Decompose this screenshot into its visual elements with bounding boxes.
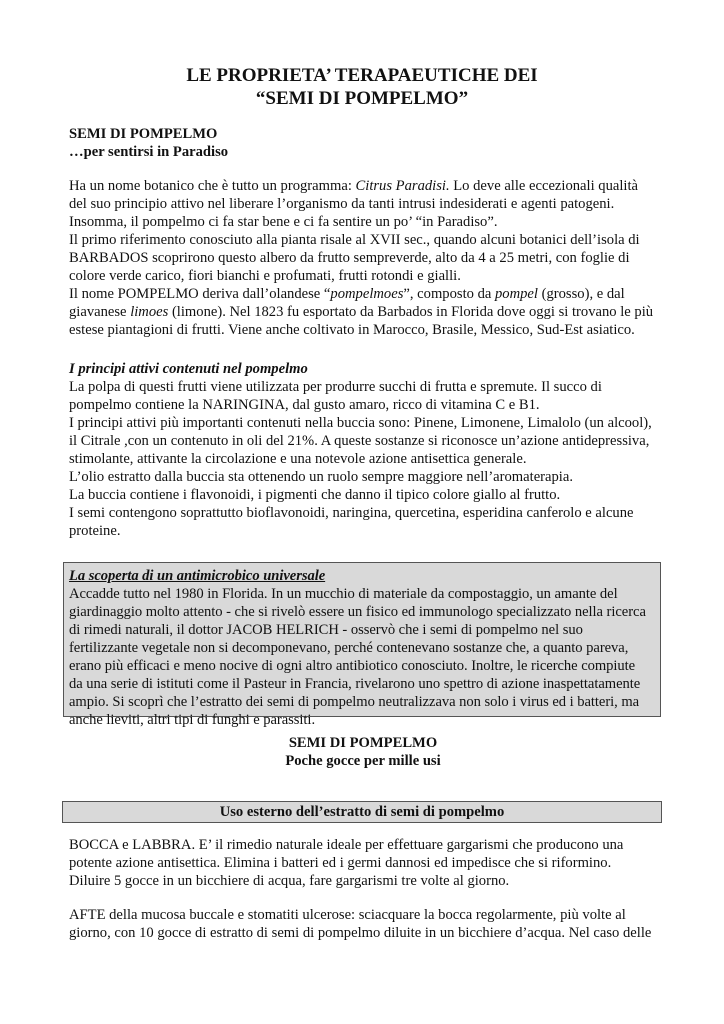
document-title xyxy=(0,64,724,110)
text-run: (grosso), e dal xyxy=(537,286,625,302)
principi-section xyxy=(69,360,657,540)
scoperta-line: giardinaggio molto attento - che si rivelò essere un fisico ed immunologo specializzato nella ricerca xyxy=(69,604,646,620)
scoperta-line: da una serie di istituti come il Pasteur in Francia, rivelarono uno spettro di azione inaspettatamente xyxy=(69,676,641,692)
text-run: ”, composto da xyxy=(403,286,495,302)
principi-line: il Citrale ,con un contenuto in oli del 21%. A queste sostanze si riconosce un’azione antidepressiva, xyxy=(69,433,650,449)
principi-line: I principi attivi più importanti contenuti nella buccia sono: Pinene, Limonene, Limalolo (un alcool), xyxy=(69,415,652,431)
principi-line: L’olio estratto dalla buccia sta ottenendo un ruolo sempre maggiore nell’aromaterapia. xyxy=(69,469,573,485)
bocca-paragraph xyxy=(69,836,657,890)
title-line-2: “SEMI DI POMPELMO” xyxy=(255,88,469,109)
intro-paragraph xyxy=(69,177,657,339)
scoperta-line: Accadde tutto nel 1980 in Florida. In un mucchio di materiale da compostaggio, un amante del xyxy=(69,586,618,602)
scoperta-line: ampio. Si scoprì che l’estratto dei semi di pompelmo neutralizzava non solo i virus ed i batteri, ma xyxy=(69,694,640,710)
scoperta-line: di rimedi naturali, il dottor JACOB HELRICH - osservò che i semi di pompelmo nel suo xyxy=(69,622,583,638)
principi-line: I semi contengono soprattutto bioflavonoidi, naringina, quercetina, esperidina canferolo e alcune xyxy=(69,505,634,521)
intro-line: BARBADOS scoprirono questo albero da frutto sempreverde, alto da 4 a 25 metri, con foglie di xyxy=(69,250,630,266)
bocca-line: potente azione antisettica. Elimina i batteri ed i germi dannosi ed impedisce che si riformino. xyxy=(69,855,612,871)
scoperta-heading: La scoperta di un antimicrobico universale xyxy=(69,568,326,584)
scoperta-line: fertilizzante vegetale non si decomponevano, perché contenevano sostanze che, a quanto pareva, xyxy=(69,640,629,656)
usi-heading-line-2: Poche gocce per mille usi xyxy=(285,753,441,769)
principi-line: La polpa di questi frutti viene utilizzata per produrre succhi di frutta e spremute. Il succo di xyxy=(69,379,602,395)
uso-esterno-heading-box xyxy=(62,801,662,823)
bocca-line: Diluire 5 gocce in un bicchiere di acqua, fare gargarismi tre volte al giorno. xyxy=(69,873,510,889)
principi-line: La buccia contiene i flavonoidi, i pigmenti che danno il tipico colore giallo al frutto. xyxy=(69,487,561,503)
text-run: Lo deve alle eccezionali qualità xyxy=(449,178,639,194)
italic-term: pompel xyxy=(495,286,538,302)
intro-heading-line-2: …per sentirsi in Paradiso xyxy=(69,144,229,160)
scoperta-line: anche lieviti, altri tipi di funghi e parassiti. xyxy=(69,712,316,728)
text-run: Ha un nome botanico che è tutto un programma: xyxy=(69,178,356,194)
botanical-name: Citrus Paradisi. xyxy=(355,178,450,194)
text-run: (limone). Nel 1823 fu esportato da Barbados in Florida dove oggi si trovano le più xyxy=(168,304,654,320)
afte-line: AFTE della mucosa buccale e stomatiti ulcerose: sciacquare la bocca regolarmente, più volte al xyxy=(69,907,626,923)
usi-heading-line-1: SEMI DI POMPELMO xyxy=(288,735,438,751)
uso-esterno-heading: Uso esterno dell’estratto di semi di pompelmo xyxy=(219,804,505,820)
intro-line: colore verde carico, fiori bianchi e profumati, frutti rotondi e gialli. xyxy=(69,268,461,284)
intro-line xyxy=(69,303,657,321)
title-line-1: LE PROPRIETA’ TERAPAEUTICHE DEI xyxy=(186,65,538,86)
afte-paragraph xyxy=(69,906,657,942)
afte-line: giorno, con 10 gocce di estratto di semi di pompelmo diluite in un bicchiere d’acqua. Nel caso delle xyxy=(69,925,652,941)
intro-line: Insomma, il pompelmo ci fa star bene e ci fa sentire un po’ “in Paradiso”. xyxy=(69,214,498,230)
text-run: giavanese xyxy=(69,304,131,320)
intro-line: Il primo riferimento conosciuto alla pianta risale al XVII sec., quando alcuni botanici dell’isola di xyxy=(69,232,640,248)
intro-line: del suo principio attivo nel liberare l’organismo da tanti intrusi indesiderati e agenti patogeni. xyxy=(69,196,615,212)
scoperta-line: erano più efficaci e meno nocive di ogni altro antibiotico conosciuto. Inoltre, le ricerche compiute xyxy=(69,658,636,674)
principi-line: pompelmo contiene la NARINGINA, dal gusto amaro, ricco di vitamina C e B1. xyxy=(69,397,540,413)
italic-term: limoes xyxy=(130,304,169,320)
bocca-line: BOCCA e LABBRA. E’ il rimedio naturale ideale per effettuare gargarismi che producono una xyxy=(69,837,624,853)
italic-term: pompelmoes xyxy=(330,286,404,302)
principi-line: proteine. xyxy=(69,523,121,539)
intro-line xyxy=(69,285,657,303)
intro-heading-line-1: SEMI DI POMPELMO xyxy=(69,126,218,142)
intro-line xyxy=(69,177,657,195)
usi-heading xyxy=(69,734,657,770)
text-run: Il nome POMPELMO deriva dall’olandese “ xyxy=(69,286,331,302)
principi-line: stimolante, attivante la circolazione e una notevole azione antisettica generale. xyxy=(69,451,527,467)
intro-line: estese piantagioni di frutti. Viene anche coltivato in Marocco, Brasile, Messico, Sud-Est asiatico. xyxy=(69,322,635,338)
scoperta-box xyxy=(63,562,661,728)
intro-heading xyxy=(69,125,657,161)
principi-heading: I principi attivi contenuti nel pompelmo xyxy=(69,361,308,377)
